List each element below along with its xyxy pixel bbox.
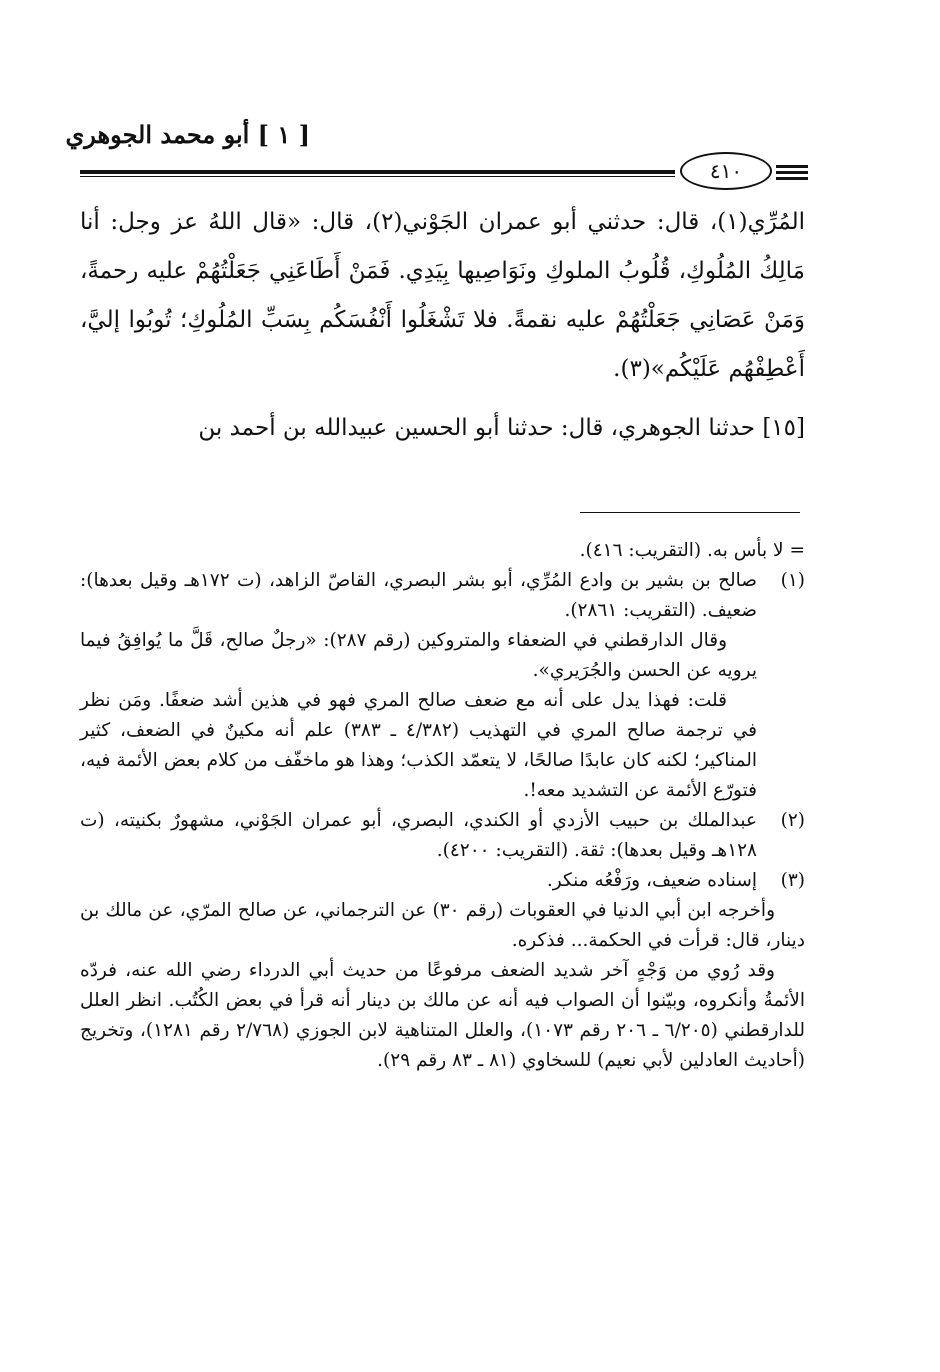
- footnote-text: قلت: فهذا يدل على أنه مع ضعف صالح المري فهو في هذين أشد ضعفًا. ومَن نظر في ترجمة صالح المري في التهذيب (٤/٣٨٢ ـ ٣٨٣) علم أنه مكينٌ في الضعف، كثير المناكير؛ لكنه كان عابدًا صالحًا، لا يتعمّد الكذب؛ وهذا هو ماخفّف من كلام بعض الأئمة فيه، فتورّع الأئمة عن التشديد معه!.: [80, 690, 757, 801]
- running-title: [ ١ ] أبو محمد الجوهري: [65, 120, 310, 149]
- footnote-text: صالح بن بشير بن وادع المُرِّي، أبو بشر البصري، القاصّ الزاهد، (ت ١٧٢هـ وقيل بعدها): ضعيف. (التقريب: ٢٨٦١).: [80, 570, 758, 621]
- footnote-3: [80, 866, 805, 896]
- footnote-separator: [580, 512, 800, 513]
- footnote-text: إسناده ضعيف، ورَفْعُه منكر.: [546, 870, 757, 891]
- header-rule-thin: [80, 176, 675, 177]
- header-rule: [80, 170, 675, 174]
- main-text: [80, 198, 805, 453]
- footnote-text: وقال الدارقطني في الضعفاء والمتروكين (رقم ٢٨٧): «رجلٌ صالح، قَلَّ ما يُوافِقُ فيما يرويه عن الحسن والجُرَيري».: [80, 630, 757, 681]
- footnote-1: [80, 566, 805, 806]
- footnote-number: (٣): [780, 870, 805, 891]
- footnote-continuation: = لا بأس به. (التقريب: ٤١٦).: [579, 540, 805, 561]
- page-number: ٤١٠: [680, 152, 772, 190]
- footnote-2: [80, 806, 805, 866]
- footnote-text: وأخرجه ابن أبي الدنيا في العقوبات (رقم ٣٠) عن الترجماني، عن صالح المرّي، عن مالك بن دينار، قال: قرأت في الحكمة... فذكره.: [80, 900, 805, 951]
- main-paragraph: المُرِّي(١)، قال: حدثني أبو عمران الجَوْني(٢)، قال: «قال اللهُ عز وجل: أنا مَالِكُ المُلُوكِ، قُلُوبُ الملوكِ ونَوَاصِيها بِيَدِي. فَمَنْ أَطَاعَنِي جَعَلْتُهُمْ عليه رحمةً، وَمَنْ عَصَانِي جَعَلْتُهُمْ عليه نقمةً. فلا تَشْغَلُوا أَنْفُسَكُم بِسَبِّ المُلُوكِ؛ تُوبُوا إليَّ، أَعْطِفْهُم عَلَيْكُم»(٣).: [80, 209, 805, 382]
- footnote-text: وقد رُوي من وَجْهٍ آخر شديد الضعف مرفوعًا من حديث أبي الدرداء رضي الله عنه، فردّه الأئمةُ وأنكروه، وبيّنوا أن الصواب فيه أنه عن مالك بن دينار أنه قرأ في بعض الكُتُب. انظر العلل للدارقطني (٦/٢٠٥ ـ ٢٠٦ رقم ١٠٧٣)، والعلل المتناهية لابن الجوزي (٢/٧٦٨ رقم ١٢٨١)، وتخريج (أحاديث العادلين لأبي نعيم) للسخاوي (٨١ ـ ٨٣ رقم ٢٩).: [80, 960, 805, 1071]
- footnote-number: (١): [780, 570, 805, 591]
- footnote-number: (٢): [780, 810, 805, 831]
- footnotes: [80, 536, 805, 1076]
- header-ornament: [776, 165, 808, 183]
- main-paragraph: [١٥] حدثنا الجوهري، قال: حدثنا أبو الحسين عبيدالله بن أحمد بن: [198, 415, 805, 441]
- footnote-text: عبدالملك بن حبيب الأزدي أو الكندي، البصري، أبو عمران الجَوْني، مشهورٌ بكنيته، (ت ١٢٨هـ وقيل بعدها): ثقة. (التقريب: ٤٢٠٠).: [80, 810, 757, 861]
